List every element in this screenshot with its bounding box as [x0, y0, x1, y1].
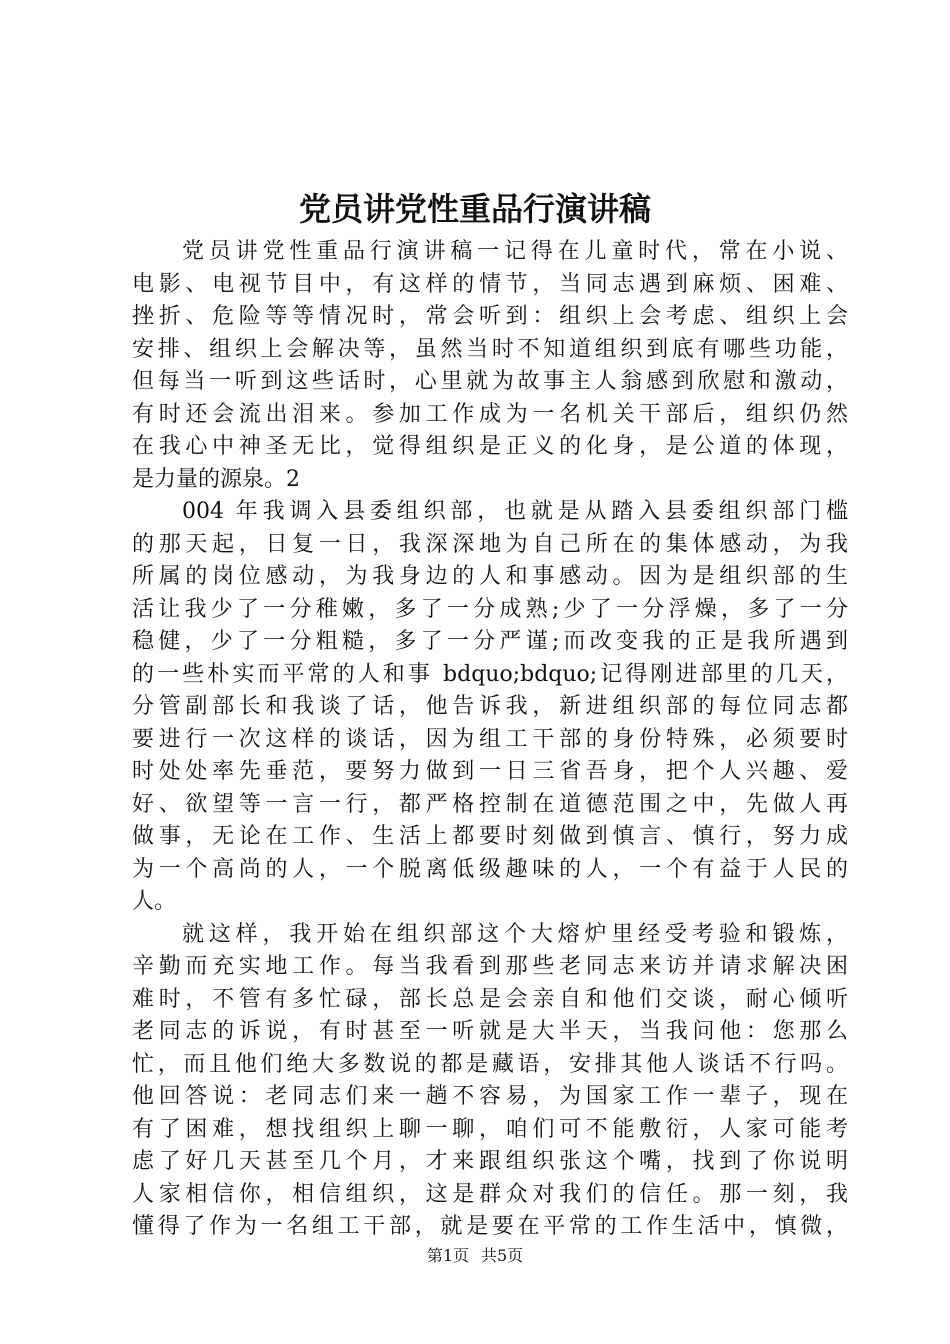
text-line: 的一些朴实而平常的人和事 bdquo;bdquo;记得刚进部里的几天，: [132, 661, 848, 687]
text-line: 他回答说：老同志们来一趟不容易，为国家工作一辈子，现在: [132, 1084, 848, 1109]
text-line: 有了困难，想找组织上聊一聊，咱们可不能敷衍，人家可能考: [132, 1116, 848, 1142]
text-line: 要进行一次这样的谈话，因为组工干部的身份特殊，必须要时: [132, 726, 848, 752]
text-line: 为一个高尚的人，一个脱离低级趣味的人，一个有益于人民的: [132, 856, 848, 882]
text-line: 活让我少了一分稚嫩，多了一分成熟;少了一分浮燥，多了一分: [132, 596, 848, 622]
text-line: 人。: [132, 889, 177, 914]
text-line: 有时还会流出泪来。参加工作成为一名机关干部后，组织仍然: [132, 401, 848, 427]
page-number: 第1页: [426, 1246, 469, 1265]
text-line: 做事，无论在工作、生活上都要时刻做到慎言、慎行，努力成: [132, 824, 848, 849]
text-line: 分管副部长和我谈了话，他告诉我，新进组织部的每位同志都: [132, 694, 848, 719]
text-line: 安排、组织上会解决等，虽然当时不知道组织到底有哪些功能，: [132, 336, 848, 362]
text-line: 老同志的诉说，有时甚至一听就是大半天，当我问他：您那么: [132, 1019, 848, 1044]
text-line: 时处处率先垂范，要努力做到一日三省吾身，把个人兴趣、爱: [132, 759, 848, 784]
paragraph: [132, 496, 848, 919]
paragraph: [132, 236, 848, 496]
text-line: 难时，不管有多忙碌，部长总是会亲自和他们交谈，耐心倾听: [132, 986, 848, 1012]
text-line: 004 年我调入县委组织部，也就是从踏入县委组织部门槛: [182, 499, 848, 524]
text-line: 的那天起，日复一日，我深深地为自己所在的集体感动，为我: [132, 531, 848, 557]
text-line: 是力量的源泉。2: [132, 466, 300, 492]
page-total: 共5页: [481, 1246, 524, 1265]
document-body: [132, 236, 848, 1244]
text-line: 在我心中神圣无比，觉得组织是正义的化身，是公道的体现，: [132, 434, 848, 459]
text-line: 虑了好几天甚至几个月，才来跟组织张这个嘴，找到了你说明: [132, 1149, 848, 1174]
text-line: 忙，而且他们绝大多数说的都是藏语，安排其他人谈话不行吗。: [132, 1051, 848, 1077]
text-line: 懂得了作为一名组工干部，就是要在平常的工作生活中，慎微，: [132, 1214, 848, 1239]
text-line: 人家相信你，相信组织，这是群众对我们的信任。那一刻，我: [132, 1181, 848, 1207]
text-line: 稳健，少了一分粗糙，多了一分严谨;而改变我的正是我所遇到: [132, 629, 848, 654]
text-line: 但每当一听到这些话时，心里就为故事主人翁感到欣慰和激动，: [132, 369, 848, 394]
page-footer: [0, 1244, 950, 1268]
text-line: 挫折、危险等等情况时，常会听到：组织上会考虑、组织上会: [132, 304, 848, 329]
text-line: 党员讲党性重品行演讲稿一记得在儿童时代，常在小说、: [182, 239, 848, 264]
text-line: 所属的岗位感动，为我身边的人和事感动。因为是组织部的生: [132, 564, 848, 589]
paragraph: [132, 919, 848, 1244]
text-line: 就这样，我开始在组织部这个大熔炉里经受考验和锻炼，: [182, 921, 848, 947]
document-title: 党员讲党性重品行演讲稿: [298, 190, 651, 228]
text-line: 好、欲望等一言一行，都严格控制在道德范围之中，先做人再: [132, 791, 848, 817]
text-line: 辛勤而充实地工作。每当我看到那些老同志来访并请求解决困: [132, 954, 848, 979]
text-line: 电影、电视节目中，有这样的情节，当同志遇到麻烦、困难、: [132, 271, 848, 297]
